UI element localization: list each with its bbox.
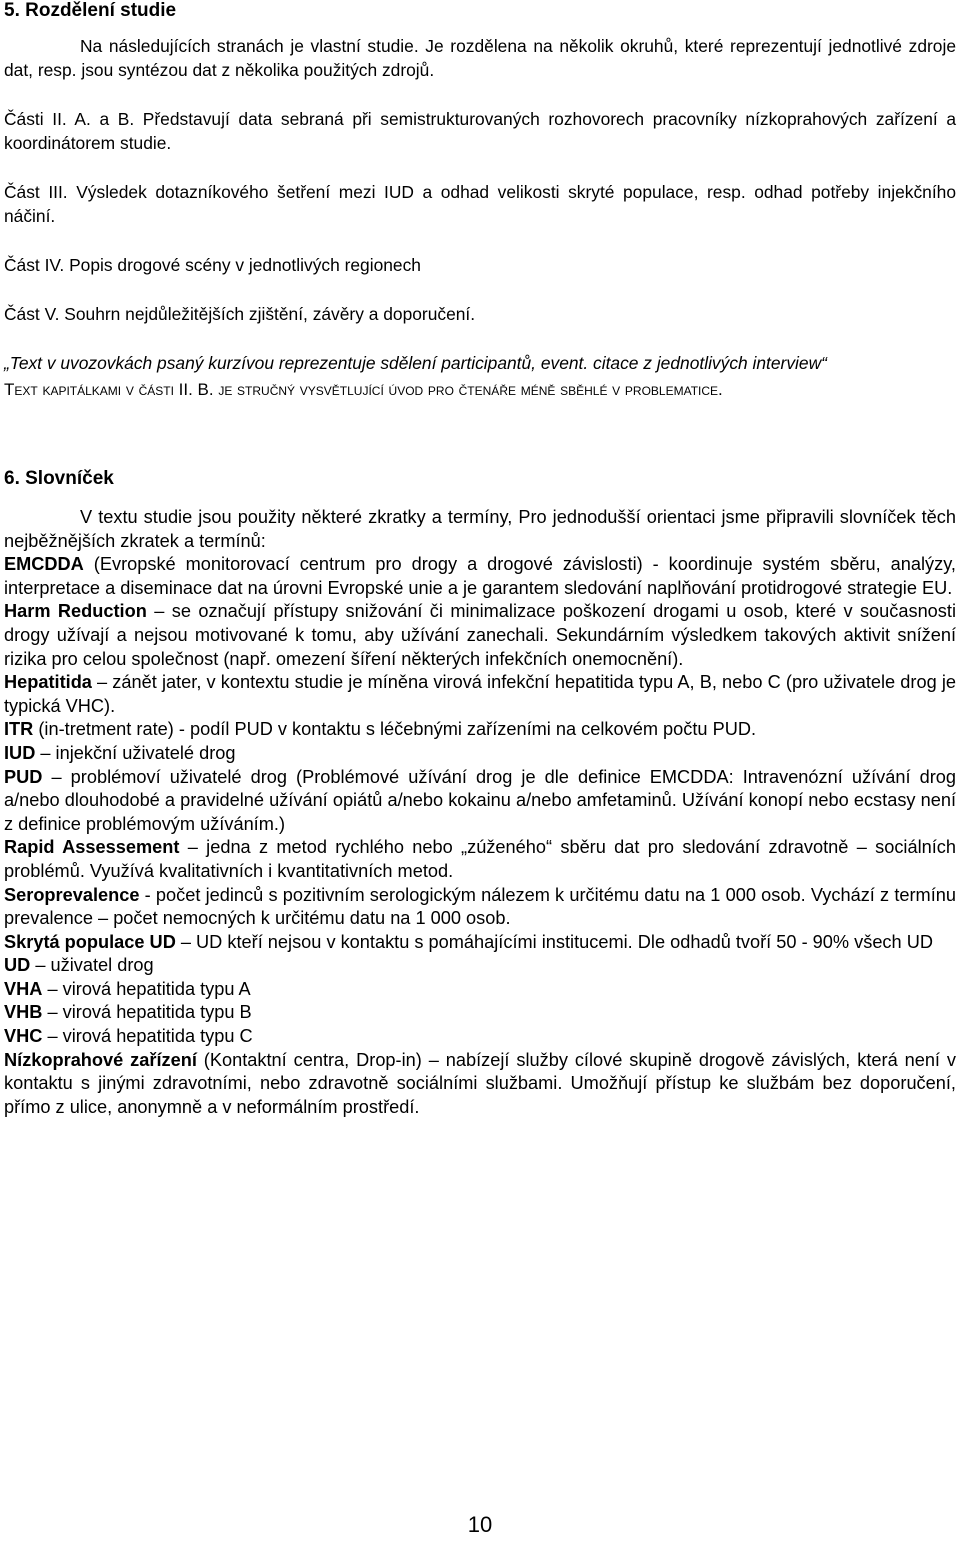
glossary-entry [4, 671, 956, 718]
glossary-entry [4, 884, 956, 931]
glossary-term: VHB [4, 1002, 43, 1023]
glossary-entry [4, 600, 956, 671]
glossary-entry [4, 978, 956, 1002]
italic-note: „Text v uvozovkách psaný kurzívou reprezentuje sdělení participantů, event. citace z jednotlivých interview“ [4, 353, 827, 373]
glossary-entry [4, 1049, 956, 1120]
glossary-definition: – jedna z metod rychlého nebo „zúženého“ sběru dat pro sledování zdravotně – sociálních problémů. Využívá kvalitativních i kvantitativních metod. [4, 837, 956, 881]
part-v-paragraph: Část V. Souhrn nejdůležitějších zjištění, závěry a doporučení. [4, 304, 476, 324]
glossary-entry [4, 836, 956, 883]
glossary-term: ITR [4, 719, 34, 740]
glossary-term: VHA [4, 978, 43, 999]
glossary-definition: – problémoví uživatelé drog (Problémové užívání drog je dle definice EMCDDA: Intravenózní užívání drog a/nebo dlouhodobé a pravidelné užívání opiátů a/nebo kokainu a/nebo amfetaminů. Užívání konopí nebo ecstasy není z definice problémovým užíváním.) [4, 766, 956, 834]
glossary-definition: – zánět jater, v kontextu studie je míněna virová infekční hepatitida typu A, B, nebo C (pro uživatele drog je typická VHC). [4, 672, 956, 716]
glossary-entry [4, 718, 956, 742]
glossary-definition: – virová hepatitida typu B [42, 1002, 252, 1023]
glossary-term: EMCDDA [4, 554, 84, 575]
glossary-term: Hepatitida [4, 672, 92, 693]
section-6-heading: 6. Slovníček [4, 468, 114, 489]
glossary-definition: – virová hepatitida typu C [42, 1026, 253, 1047]
section-6-intro: V textu studie jsou použity některé zkratky a termíny, Pro jednodušší orientaci jsme připravili slovníček těch nejběžnějších zkratek a termínů: [4, 507, 956, 551]
glossary-term: IUD [4, 742, 36, 763]
section-5 [4, 0, 956, 401]
glossary-term: Skrytá populace UD [4, 931, 176, 952]
glossary-term: Harm Reduction [4, 601, 147, 622]
glossary-definition: – se označují přístupy snižování či minimalizace poškození drogami u osob, které v současnosti drogy užívají a nejsou motivované k tomu, aby užívání zanechali. Sekundárním výsledkem takových aktivit snížení rizika pro celou společnost (např. omezení šíření některých infekčních onemocnění). [4, 601, 956, 669]
part-ii-paragraph: Části II. A. a B. Představují data sebraná při semistrukturovaných rozhovorech pracovníky nízkoprahových zařízení a koordinátorem studie. [4, 109, 956, 153]
part-iv-paragraph: Část IV. Popis drogové scény v jednotlivých regionech [4, 255, 421, 275]
glossary-entry [4, 1001, 956, 1025]
glossary-entry [4, 931, 956, 955]
section-5-heading: 5. Rozdělení studie [4, 0, 177, 21]
section-6 [4, 468, 956, 1119]
glossary-term: VHC [4, 1026, 43, 1047]
glossary-term: Nízkoprahové zařízení [4, 1049, 197, 1070]
glossary-entry [4, 766, 956, 837]
glossary-entry [4, 553, 956, 600]
glossary-entry [4, 742, 956, 766]
glossary-definition: – virová hepatitida typu A [42, 978, 251, 999]
glossary-definition: - počet jedinců s pozitivním serologickým nálezem k určitému datu na 1 000 osob. Vychází z termínu prevalence – počet nemocných k určitému datu na 1 000 osob. [4, 884, 956, 929]
glossary-entry [4, 1025, 956, 1049]
section-5-intro: Na následujících stranách je vlastní studie. Je rozdělena na několik okruhů, které reprezentují jednotlivé zdroje dat, resp. jsou syntézou dat z několika použitých zdrojů. [4, 36, 956, 80]
glossary-term: PUD [4, 766, 43, 787]
glossary-list [4, 553, 956, 1119]
glossary-entry [4, 954, 956, 978]
glossary-definition: (Evropské monitorovací centrum pro drogy a drogové závislosti) - koordinuje systém sběru, analýzy, interpretace a diseminace dat na úrovni Evropské unie a je garantem sledování naplňování protidrogové strategie EU. [4, 554, 956, 598]
page-number: 10 [467, 1512, 493, 1537]
glossary-definition: – uživatel drog [30, 955, 154, 976]
glossary-definition: (in-tretment rate) - podíl PUD v kontaktu s léčebnými zařízeními na celkovém počtu PUD. [33, 719, 757, 740]
glossary-definition: (Kontaktní centra, Drop-in) – nabízejí služby cílové skupině drogově závislých, která není v kontaktu s jinými zdravotními, nebo zdravotně sociálními službami. Umožňují přístup ke službám bez doporučení, přímo z ulice, anonymně a v neformálním prostředí. [4, 1049, 956, 1117]
glossary-definition: – injekční uživatelé drog [35, 742, 236, 763]
small-caps-note: Text kapitálkami v části II. B. je stručný vysvětlující úvod pro čtenáře méně sběhlé v problematice. [4, 380, 723, 399]
glossary-definition: – UD kteří nejsou v kontaktu s pomáhajícími institucemi. Dle odhadů tvoří 50 - 90% všech UD [175, 931, 933, 952]
glossary-term: Seroprevalence [4, 884, 140, 905]
glossary-term: Rapid Assessement [4, 837, 180, 858]
part-iii-paragraph: Část III. Výsledek dotazníkového šetření mezi IUD a odhad velikosti skryté populace, resp. odhad potřeby injekčního náčiní. [4, 182, 956, 226]
glossary-term: UD [4, 955, 31, 976]
